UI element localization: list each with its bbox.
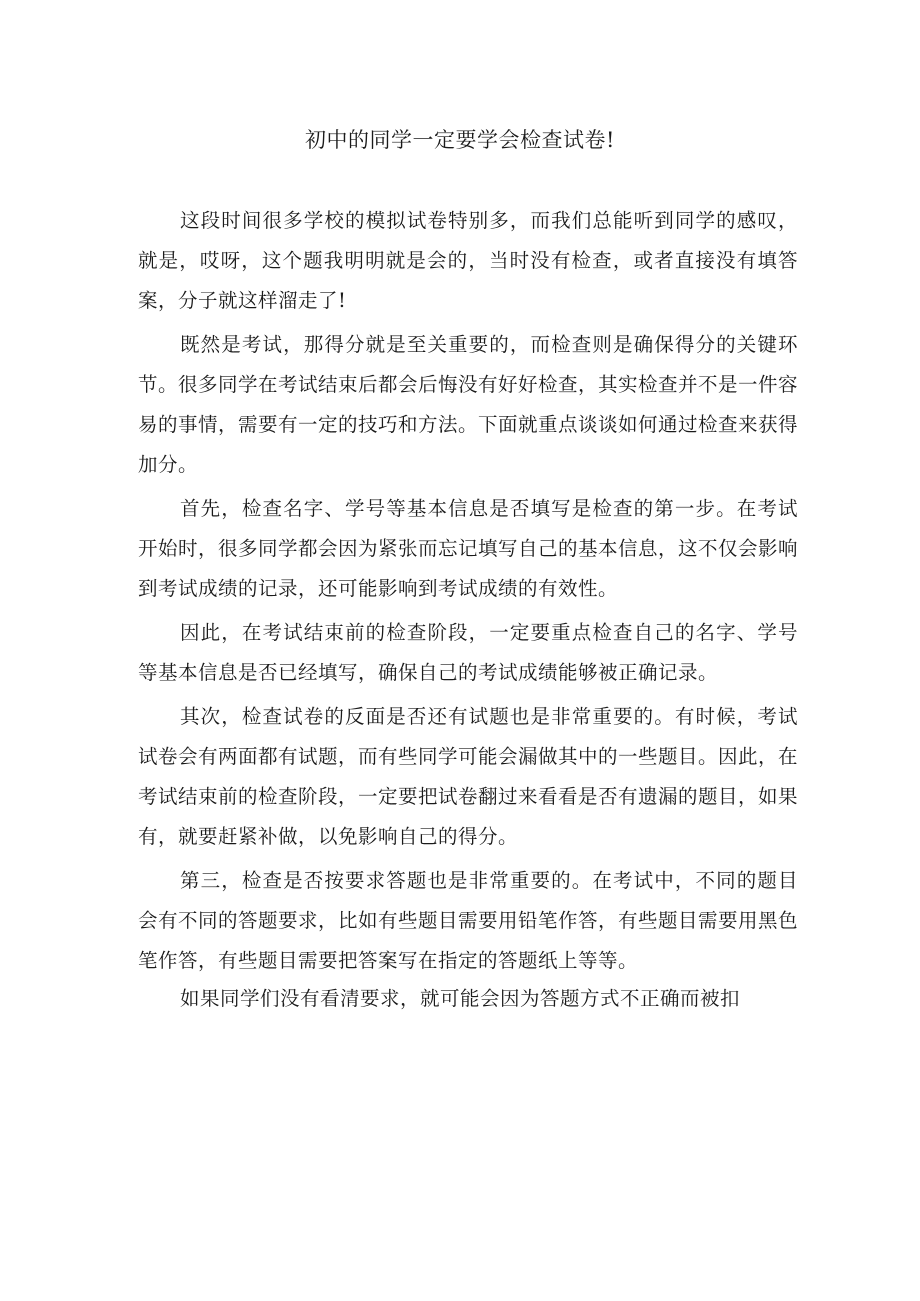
paragraph-3: 首先，检查名字、学号等基本信息是否填写是检查的第一步。在考试开始时，很多同学都会因为紧张而忘记填写自己的基本信息，这不仅会影响到考试成绩的记录，还可能影响到考试成绩的有效性。: [138, 497, 799, 600]
paragraph-6: 第三，检查是否按要求答题也是非常重要的。在考试中，不同的题目会有不同的答题要求，比如有些题目需要用铅笔作答，有些题目需要用黑色笔作答，有些题目需要把答案写在指定的答题纸上等等。: [138, 869, 799, 972]
paragraph-2: 既然是考试，那得分就是至关重要的，而检查则是确保得分的关键环节。很多同学在考试结束后都会后悔没有好好检查，其实检查并不是一件容易的事情，需要有一定的技巧和方法。下面就重点谈谈如何通过检查来获得加分。: [138, 333, 799, 476]
paragraph-7: 如果同学们没有看清要求，就可能会因为答题方式不正确而被扣: [180, 987, 741, 1010]
document-body: [138, 201, 798, 1023]
paragraph-4: 因此，在考试结束前的检查阶段，一定要重点检查自己的名字、学号等基本信息是否已经填写，确保自己的考试成绩能够被正确记录。: [138, 621, 798, 684]
paragraph-5: 其次，检查试卷的反面是否还有试题也是非常重要的。有时候，考试试卷会有两面都有试题，而有些同学可能会漏做其中的一些题目。因此，在考试结束前的检查阶段，一定要把试卷翻过来看看是否有遗漏的题目，如果有，就要赶紧补做，以免影响自己的得分。: [138, 705, 799, 848]
document-title: 初中的同学一定要学会检查试卷!: [305, 128, 615, 152]
paragraph-1: 这段时间很多学校的模拟试卷特别多，而我们总能听到同学的感叹，就是，哎呀，这个题我明明就是会的，当时没有检查，或者直接没有填答案，分子就这样溜走了!: [138, 209, 798, 312]
